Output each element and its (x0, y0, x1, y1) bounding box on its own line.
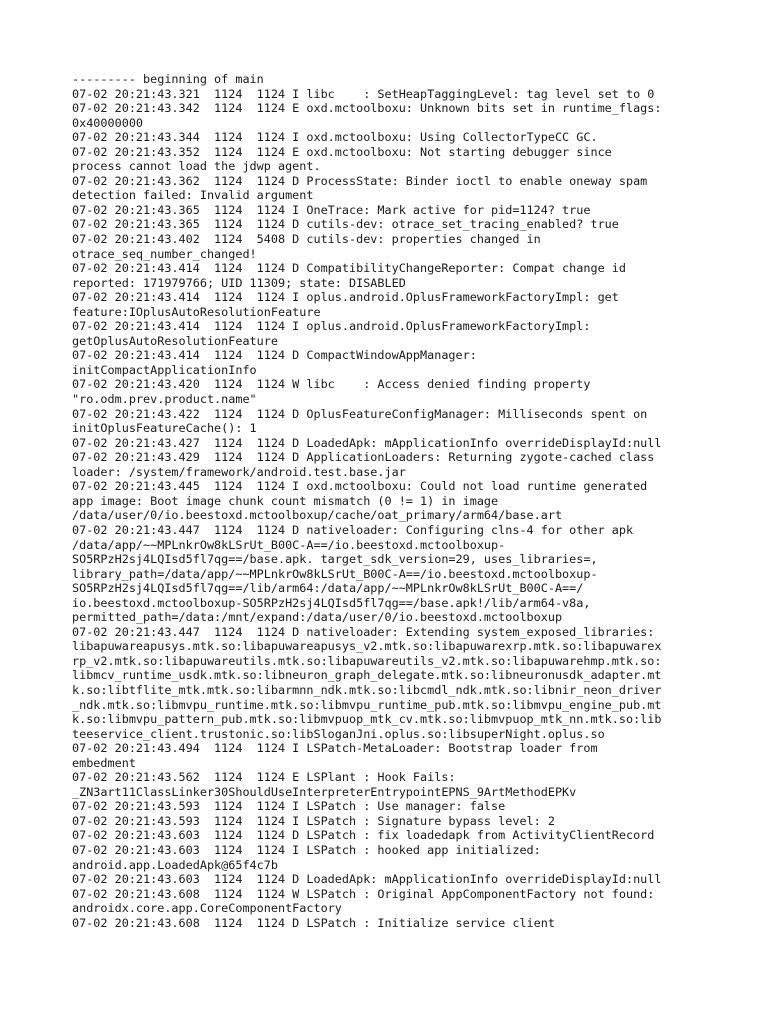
log-document (72, 72, 698, 952)
log-line: 07-02 20:21:43.414 1124 1124 D CompatibilityChangeReporter: Compat change id (72, 261, 626, 276)
log-line: 07-02 20:21:43.603 1124 1124 D LoadedApk: mApplicationInfo overrideDisplayId:null (72, 872, 662, 887)
log-line: 07-02 20:21:43.365 1124 1124 D cutils-dev: otrace_set_tracing_enabled? true (72, 217, 619, 232)
log-line: 07-02 20:21:43.402 1124 5408 D cutils-dev: properties changed in (72, 232, 541, 247)
log-line: initCompactApplicationInfo (72, 362, 257, 377)
log-line: process cannot load the jdwp agent. (72, 159, 321, 174)
log-line: library_path=/data/app/~~MPLnkrOw8kLSrUt_B00C-A==/io.beestoxd.mctoolboxup- (72, 566, 598, 581)
log-line: 07-02 20:21:43.414 1124 1124 I oplus.android.OplusFrameworkFactoryImpl: (72, 319, 591, 334)
log-line: 07-02 20:21:43.593 1124 1124 I LSPatch : Use manager: false (72, 799, 506, 814)
log-line: 07-02 20:21:43.494 1124 1124 I LSPatch-MetaLoader: Bootstrap loader from (72, 741, 598, 756)
log-line: SO5RPzH2sj4LQIsd5fl7qg==/base.apk. target_sdk_version=29, uses_libraries=, (72, 552, 598, 567)
log-line: androidx.core.app.CoreComponentFactory (72, 901, 342, 916)
log-line: 07-02 20:21:43.420 1124 1124 W libc : Access denied finding property (72, 377, 591, 392)
log-line: 07-02 20:21:43.344 1124 1124 I oxd.mctoolboxu: Using CollectorTypeCC GC. (72, 130, 598, 145)
log-line: loader: /system/framework/android.test.base.jar (72, 464, 406, 479)
log-line: libmcv_runtime_usdk.mtk.so:libneuron_graph_delegate.mtk.so:libneuronusdk_adapter.mt (72, 668, 662, 683)
log-line: --------- beginning of main (72, 72, 264, 86)
log-line: 07-02 20:21:43.422 1124 1124 D OplusFeatureConfigManager: Milliseconds spent on (72, 406, 648, 421)
log-line: io.beestoxd.mctoolboxup-SO5RPzH2sj4LQIsd5fl7qg==/base.apk!/lib/arm64-v8a, (72, 595, 591, 610)
log-line: SO5RPzH2sj4LQIsd5fl7qg==/lib/arm64:/data/app/~~MPLnkrOw8kLSrUt_B00C-A==/ (72, 581, 584, 596)
log-line: permitted_path=/data:/mnt/expand:/data/user/0/io.beestoxd.mctoolboxup (72, 610, 563, 625)
log-line: 07-02 20:21:43.429 1124 1124 D ApplicationLoaders: Returning zygote-cached class (72, 450, 655, 465)
log-line: /data/app/~~MPLnkrOw8kLSrUt_B00C-A==/io.beestoxd.mctoolboxup- (72, 537, 506, 552)
log-line: 07-02 20:21:43.352 1124 1124 E oxd.mctoolboxu: Not starting debugger since (72, 144, 612, 159)
log-line: 07-02 20:21:43.445 1124 1124 I oxd.mctoolboxu: Could not load runtime generated (72, 479, 648, 494)
log-line: initOplusFeatureCache(): 1 (72, 421, 257, 436)
log-line: 07-02 20:21:43.447 1124 1124 D nativeloader: Extending system_exposed_libraries: (72, 624, 655, 639)
log-line: embedment (72, 755, 136, 770)
log-line: teeservice_client.trustonic.so:libSloganJni.oplus.so:libsuperNight.oplus.so (72, 726, 605, 741)
log-line: feature:IOplusAutoResolutionFeature (72, 304, 321, 319)
log-line: _ZN3art11ClassLinker30ShouldUseInterpreterEntrypointEPNS_9ArtMethodEPKv (72, 784, 577, 799)
log-line: otrace_seq_number_changed! (72, 246, 257, 261)
log-line: k.so:libmvpu_pattern_pub.mtk.so:libmvpuop_mtk_cv.mtk.so:libmvpuop_mtk_nn.mtk.so:lib (72, 712, 662, 727)
log-line: /data/user/0/io.beestoxd.mctoolboxup/cache/oat_primary/arm64/base.art (72, 508, 563, 523)
log-line: k.so:libtflite_mtk.mtk.so:libarmnn_ndk.mtk.so:libcmdl_ndk.mtk.so:libnir_neon_driver (72, 682, 662, 697)
log-line: 07-02 20:21:43.362 1124 1124 D ProcessState: Binder ioctl to enable oneway spam (72, 173, 648, 188)
log-line: 07-02 20:21:43.365 1124 1124 I OneTrace: Mark active for pid=1124? true (72, 202, 591, 217)
log-line: 07-02 20:21:43.608 1124 1124 W LSPatch : Original AppComponentFactory not found: (72, 886, 655, 901)
log-line: "ro.odm.prev.product.name" (72, 392, 257, 407)
log-line: detection failed: Invalid argument (72, 188, 314, 203)
log-line: getOplusAutoResolutionFeature (72, 333, 278, 348)
log-line: 07-02 20:21:43.608 1124 1124 D LSPatch : Initialize service client (72, 915, 555, 930)
log-line: app image: Boot image chunk count mismatch (0 != 1) in image (72, 493, 499, 508)
log-line: 0x40000000 (72, 115, 144, 130)
log-line: _ndk.mtk.so:libmvpu_runtime.mtk.so:libmvpu_runtime_pub.mtk.so:libmvpu_engine_pub.mt (72, 697, 662, 712)
log-line: reported: 171979766; UID 11309; state: DISABLED (72, 275, 406, 290)
log-line: 07-02 20:21:43.603 1124 1124 I LSPatch : hooked app initialized: (72, 842, 541, 857)
log-line: 07-02 20:21:43.427 1124 1124 D LoadedApk: mApplicationInfo overrideDisplayId:null (72, 435, 662, 450)
log-line: 07-02 20:21:43.447 1124 1124 D nativeloader: Configuring clns-4 for other apk (72, 522, 634, 537)
log-line: 07-02 20:21:43.321 1124 1124 I libc : SetHeapTaggingLevel: tag level set to 0 (72, 86, 655, 101)
log-line: 07-02 20:21:43.562 1124 1124 E LSPlant : Hook Fails: (72, 770, 456, 785)
log-line: 07-02 20:21:43.603 1124 1124 D LSPatch : fix loadedapk from ActivityClientRecord (72, 828, 655, 843)
log-line: 07-02 20:21:43.414 1124 1124 I oplus.android.OplusFrameworkFactoryImpl: get (72, 290, 619, 305)
log-line: 07-02 20:21:43.593 1124 1124 I LSPatch : Signature bypass level: 2 (72, 813, 555, 828)
log-line: rp_v2.mtk.so:libapuwareutils.mtk.so:libapuwareutils_v2.mtk.so:libapuwarehmp.mtk.so: (72, 653, 662, 668)
log-line: 07-02 20:21:43.414 1124 1124 D CompactWindowAppManager: (72, 348, 477, 363)
log-line: android.app.LoadedApk@65f4c7b (72, 857, 278, 872)
log-line: 07-02 20:21:43.342 1124 1124 E oxd.mctoolboxu: Unknown bits set in runtime_flags: (72, 101, 662, 116)
log-line: libapuwareapusys.mtk.so:libapuwareapusys_v2.mtk.so:libapuwarexrp.mtk.so:libapuwarex (72, 639, 662, 654)
